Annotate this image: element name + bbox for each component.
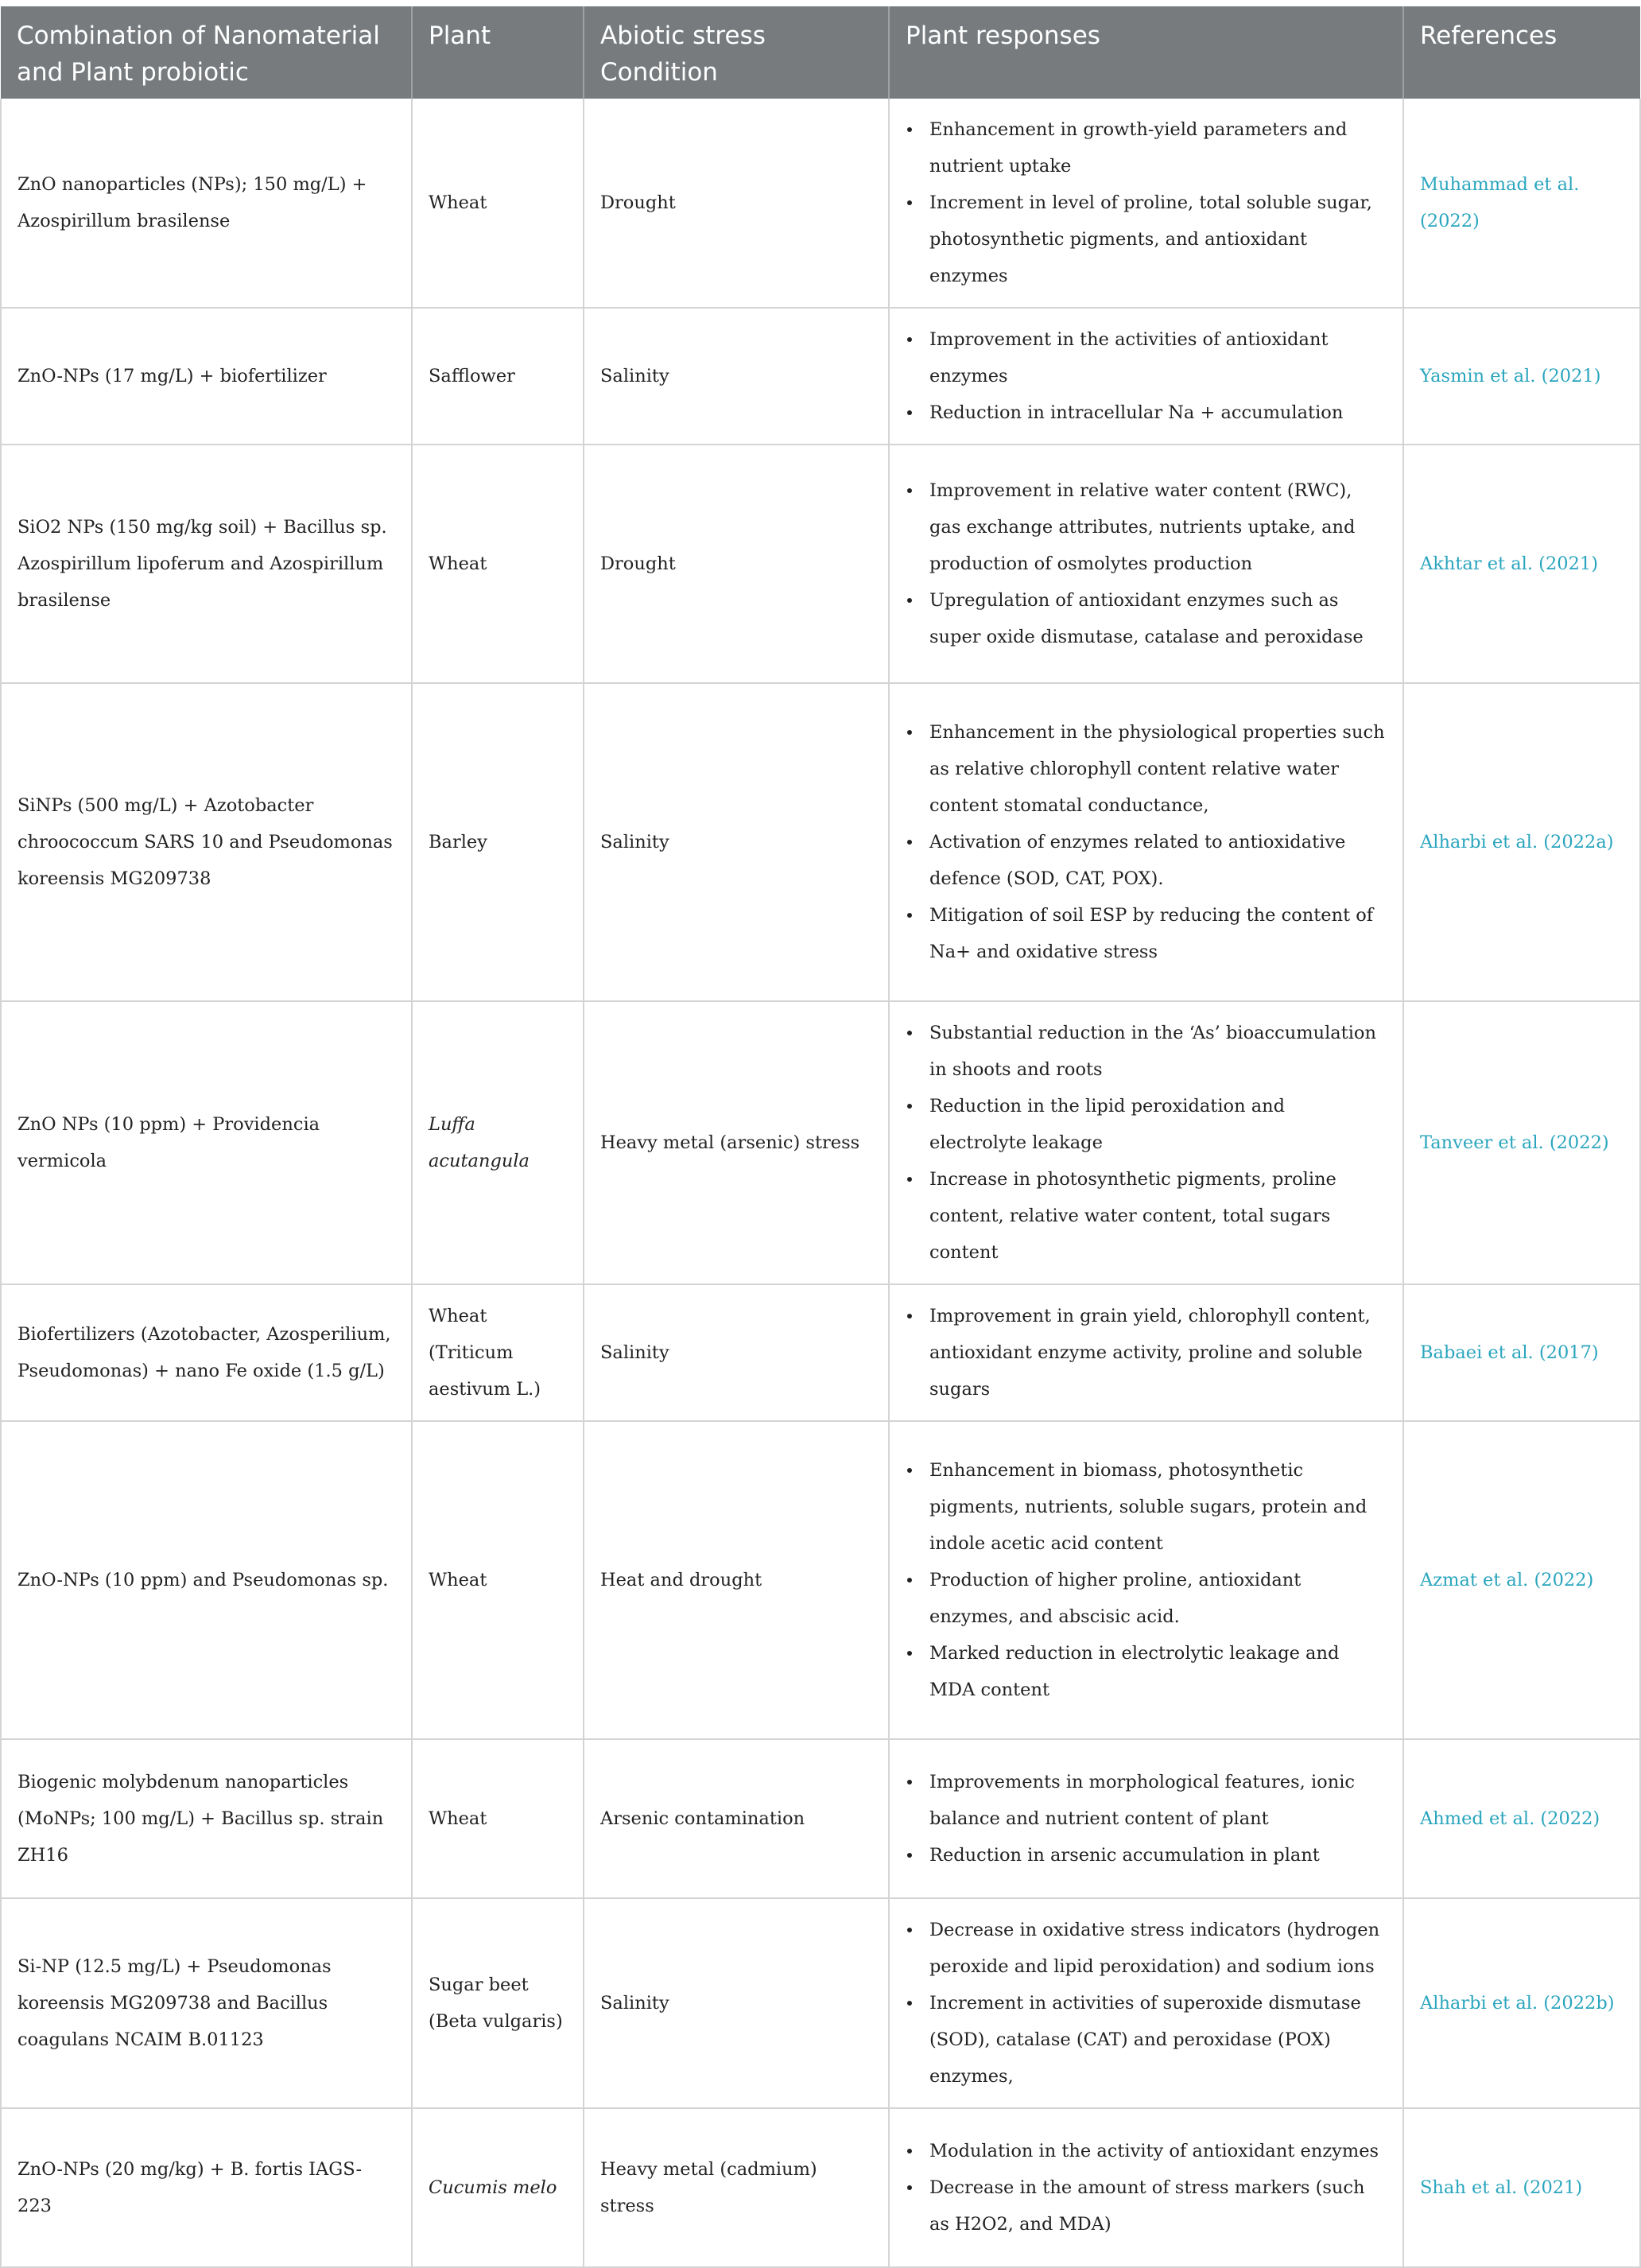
reference-link[interactable]: Alharbi et al. (2022a) [1403,683,1640,1001]
stress-cell: Salinity [584,1284,889,1421]
response-item: Improvement in relative water content (RWC), gas exchange attributes, nutrients uptake, and production of osmolytes production [929,472,1387,582]
responses-cell [889,2108,1403,2267]
response-item: Enhancement in growth-yield parameters and nutrient uptake [929,111,1387,184]
responses-cell [889,1739,1403,1898]
combination-cell: SiO2 NPs (150 mg/kg soil) + Bacillus sp. Azospirillum lipoferum and Azospirillum brasilense [1,445,412,683]
plant-cell: Safflower [412,308,584,445]
response-item: Increment in activities of superoxide dismutase (SOD), catalase (CAT) and peroxidase (POX) enzymes, [929,1985,1387,2095]
table-row [1,1421,1640,1739]
stress-cell: Heavy metal (arsenic) stress [584,1001,889,1284]
response-item: Modulation in the activity of antioxidant enzymes [929,2133,1387,2169]
response-item: Decrease in oxidative stress indicators (hydrogen peroxide and lipid peroxidation) and sodium ions [929,1912,1387,1985]
stress-cell: Arsenic contamination [584,1739,889,1898]
response-item: Enhancement in the physiological properties such as relative chlorophyll content relative water content stomatal conductance, [929,714,1387,824]
combination-cell: ZnO nanoparticles (NPs); 150 mg/L) + Azospirillum brasilense [1,99,412,308]
table-row [1,99,1640,308]
reference-link[interactable]: Shah et al. (2021) [1403,2108,1640,2267]
table-row [1,445,1640,683]
combination-cell: ZnO-NPs (20 mg/kg) + B. fortis IAGS-223 [1,2108,412,2267]
reference-link[interactable]: Akhtar et al. (2021) [1403,445,1640,683]
combination-cell: ZnO-NPs (10 ppm) and Pseudomonas sp. [1,1421,412,1739]
stress-cell: Salinity [584,308,889,445]
plant-cell: Luffa acutangula [412,1001,584,1284]
plant-cell: Wheat [412,445,584,683]
response-item: Upregulation of antioxidant enzymes such as super oxide dismutase, catalase and peroxidase [929,582,1387,655]
table-row [1,683,1640,1001]
header-row [1,6,1640,99]
responses-cell [889,99,1403,308]
plant-cell: Wheat (Triticum aestivum L.) [412,1284,584,1421]
combination-cell: Biofertilizers (Azotobacter, Azosperilium, Pseudomonas) + nano Fe oxide (1.5 g/L) [1,1284,412,1421]
table-row [1,1001,1640,1284]
responses-cell [889,445,1403,683]
responses-cell [889,1421,1403,1739]
responses-cell [889,1898,1403,2108]
header-references: References [1403,6,1640,99]
plant-cell: Wheat [412,1739,584,1898]
responses-cell [889,1284,1403,1421]
stress-cell: Drought [584,99,889,308]
response-item: Reduction in arsenic accumulation in plant [929,1837,1387,1874]
response-item: Increment in level of proline, total soluble sugar, photosynthetic pigments, and antioxidant enzymes [929,184,1387,294]
responses-cell [889,308,1403,445]
response-item: Enhancement in biomass, photosynthetic pigments, nutrients, soluble sugars, protein and indole acetic acid content [929,1452,1387,1562]
header-combination: Combination of Nanomaterial and Plant probiotic [1,6,412,99]
table-row [1,1284,1640,1421]
table-row [1,1739,1640,1898]
reference-link[interactable]: Yasmin et al. (2021) [1403,308,1640,445]
header-stress: Abiotic stress Condition [584,6,889,99]
response-item: Decrease in the amount of stress markers (such as H2O2, and MDA) [929,2169,1387,2243]
header-responses: Plant responses [889,6,1403,99]
table-row [1,2108,1640,2267]
response-item: Reduction in intracellular Na + accumulation [929,394,1387,431]
combination-cell: Biogenic molybdenum nanoparticles (MoNPs; 100 mg/L) + Bacillus sp. strain ZH16 [1,1739,412,1898]
combination-cell: Si-NP (12.5 mg/L) + Pseudomonas koreensis MG209738 and Bacillus coagulans NCAIM B.01123 [1,1898,412,2108]
reference-link[interactable]: Alharbi et al. (2022b) [1403,1898,1640,2108]
plant-cell: Sugar beet (Beta vulgaris) [412,1898,584,2108]
header-plant: Plant [412,6,584,99]
stress-cell: Drought [584,445,889,683]
reference-link[interactable]: Ahmed et al. (2022) [1403,1739,1640,1898]
reference-link[interactable]: Tanveer et al. (2022) [1403,1001,1640,1284]
plant-cell: Cucumis melo [412,2108,584,2267]
combination-cell: ZnO NPs (10 ppm) + Providencia vermicola [1,1001,412,1284]
response-item: Production of higher proline, antioxidant enzymes, and abscisic acid. [929,1562,1387,1635]
plant-cell: Wheat [412,1421,584,1739]
reference-link[interactable]: Azmat et al. (2022) [1403,1421,1640,1739]
response-item: Activation of enzymes related to antioxidative defence (SOD, CAT, POX). [929,824,1387,897]
table-row [1,1898,1640,2108]
stress-cell: Salinity [584,1898,889,2108]
responses-cell [889,1001,1403,1284]
stress-cell: Heat and drought [584,1421,889,1739]
responses-cell [889,683,1403,1001]
response-item: Reduction in the lipid peroxidation and electrolyte leakage [929,1088,1387,1161]
plant-cell: Barley [412,683,584,1001]
response-item: Marked reduction in electrolytic leakage and MDA content [929,1635,1387,1708]
reference-link[interactable]: Babaei et al. (2017) [1403,1284,1640,1421]
response-item: Improvements in morphological features, ionic balance and nutrient content of plant [929,1764,1387,1837]
combination-cell: ZnO-NPs (17 mg/L) + biofertilizer [1,308,412,445]
response-item: Increase in photosynthetic pigments, proline content, relative water content, total sugars content [929,1161,1387,1271]
response-item: Improvement in grain yield, chlorophyll content, antioxidant enzyme activity, proline and soluble sugars [929,1298,1387,1408]
response-item: Mitigation of soil ESP by reducing the content of Na+ and oxidative stress [929,897,1387,970]
table-row [1,308,1640,445]
reference-link[interactable]: Muhammad et al. (2022) [1403,99,1640,308]
combination-cell: SiNPs (500 mg/L) + Azotobacter chroococcum SARS 10 and Pseudomonas koreensis MG209738 [1,683,412,1001]
stress-cell: Heavy metal (cadmium) stress [584,2108,889,2267]
response-item: Improvement in the activities of antioxidant enzymes [929,321,1387,394]
stress-cell: Salinity [584,683,889,1001]
plant-cell: Wheat [412,99,584,308]
abiotic-stress-table [0,6,1641,2268]
response-item: Substantial reduction in the ‘As’ bioaccumulation in shoots and roots [929,1015,1387,1088]
